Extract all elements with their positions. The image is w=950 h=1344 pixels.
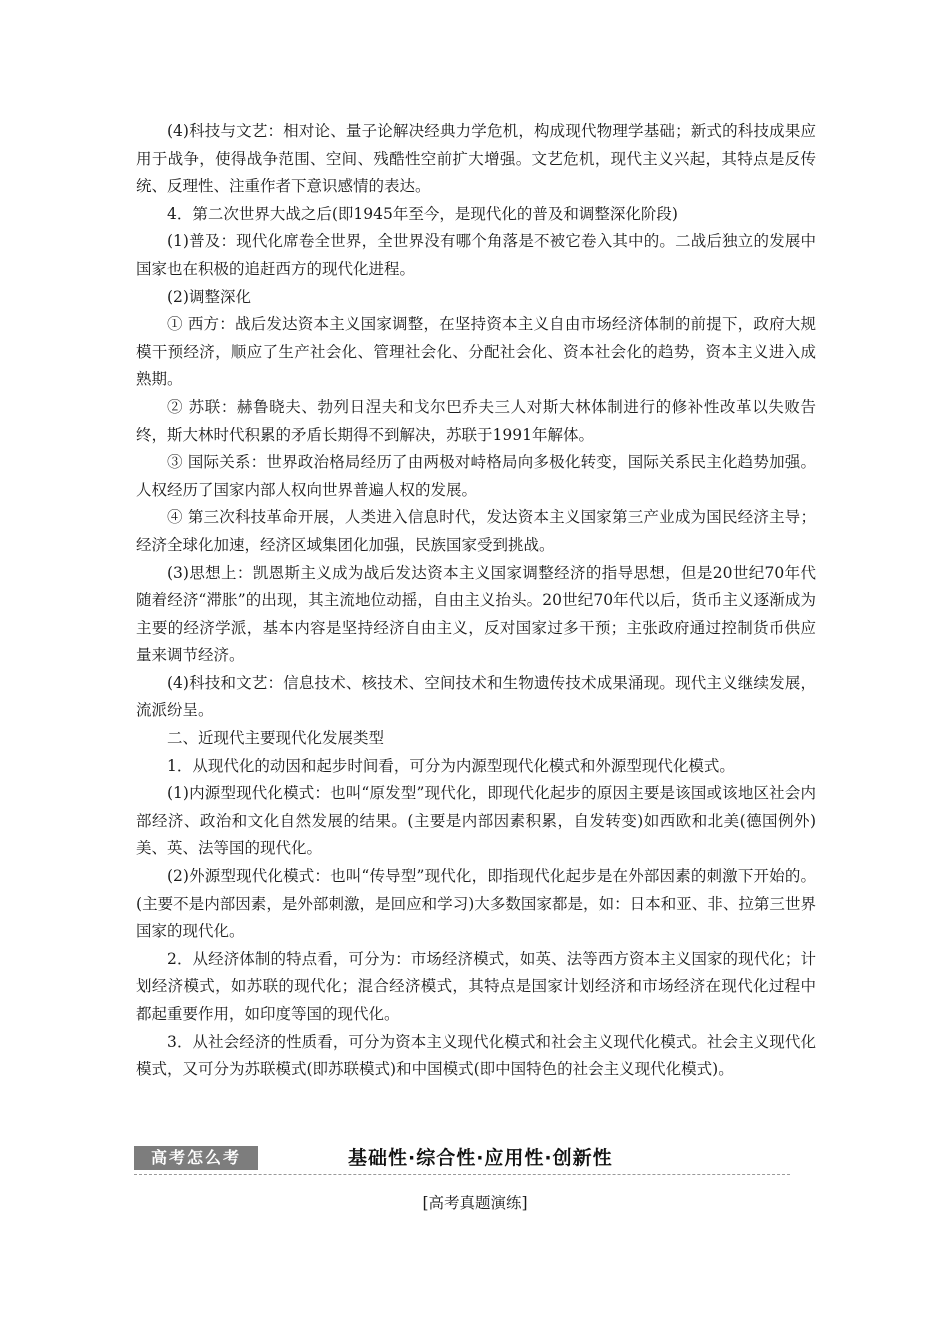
paragraph: (3)思想上：凯恩斯主义成为战后发达资本主义国家调整经济的指导思想，但是20世纪70年代随着经济“滞胀”的出现，其主流地位动摇，自由主义抬头。20世纪70年代以后，货币主义逐渐成为主要的经济学派，基本内容是坚持经济自由主义，反对国家过多干预；主张政府通过控制货币供应量来调节经济。 <box>136 563 816 665</box>
paragraph: (4)科技与文艺：相对论、量子论解决经典力学危机，构成现代物理学基础；新式的科技成果应用于战争，使得战争范围、空间、残酷性空前扩大增强。文艺危机，现代主义兴起，其特点是反传统、反理性、注重作者下意识感情的表达。 <box>136 122 816 196</box>
body-text <box>136 118 816 1084</box>
section-heading: 二、近现代主要现代化发展类型 <box>167 729 385 748</box>
paragraph: ③ 国际关系：世界政治格局经历了由两极对峙格局向多极化转变，国际关系民主化趋势加强。人权经历了国家内部人权向世界普遍人权的发展。 <box>136 453 816 499</box>
banner-tagline: 基础性·综合性·应用性·创新性 <box>348 1147 613 1169</box>
paragraph: ④ 第三次科技革命开展，人类进入信息时代，发达资本主义国家第三产业成为国民经济主导；经济全球化加速，经济区域集团化加强，民族国家受到挑战。 <box>136 508 816 554</box>
paragraph: (2)外源型现代化模式：也叫“传导型”现代化，即指现代化起步是在外部因素的刺激下开始的。(主要不是内部因素，是外部刺激，是回应和学习)大多数国家都是，如：日本和亚、非、拉第三世界国家的现代化。 <box>136 867 816 941</box>
banner-tag: 高考怎么考 <box>134 1146 258 1170</box>
paragraph: (1)内源型现代化模式：也叫“原发型”现代化，即现代化起步的原因主要是该国或该地区社会内部经济、政治和文化自然发展的结果。(主要是内部因素积累，自发转变)如西欧和北美(德国例外)美、英、法等国的现代化。 <box>136 784 816 858</box>
paragraph: (1)普及：现代化席卷全世界，全世界没有哪个角落是不被它卷入其中的。二战后独立的发展中国家也在积极的追赶西方的现代化进程。 <box>136 232 816 278</box>
paragraph: ② 苏联：赫鲁晓夫、勃列日涅夫和戈尔巴乔夫三人对斯大林体制进行的修补性改革以失败告终，斯大林时代积累的矛盾长期得不到解决，苏联于1991年解体。 <box>136 397 816 444</box>
paragraph: 1．从现代化的动因和起步时间看，可分为内源型现代化模式和外源型现代化模式。 <box>167 756 735 775</box>
paragraph: (4)科技和文艺：信息技术、核技术、空间技术和生物遗传技术成果涌现。现代主义继续发展，流派纷呈。 <box>136 673 816 720</box>
paragraph: 2．从经济体制的特点看，可分为：市场经济模式，如英、法等西方资本主义国家的现代化；计划经济模式，如苏联的现代化；混合经济模式，其特点是国家计划经济和市场经济在现代化过程中都起重要作用，如印度等国的现代化。 <box>136 949 816 1023</box>
subheading: [高考真题演练] <box>422 1194 528 1212</box>
section-banner <box>134 1146 790 1175</box>
paragraph: (2)调整深化 <box>167 287 251 306</box>
paragraph: ① 西方：战后发达资本主义国家调整，在坚持资本主义自由市场经济体制的前提下，政府大规模干预经济，顺应了生产社会化、管理社会化、分配社会化、资本社会化的趋势，资本主义进入成熟期。 <box>136 315 816 389</box>
paragraph: 3．从社会经济的性质看，可分为资本主义现代化模式和社会主义现代化模式。社会主义现代化模式，又可分为苏联模式(即苏联模式)和中国模式(即中国特色的社会主义现代化模式)。 <box>136 1032 816 1079</box>
paragraph: 4．第二次世界大战之后(即1945年至今，是现代化的普及和调整深化阶段) <box>167 204 678 223</box>
